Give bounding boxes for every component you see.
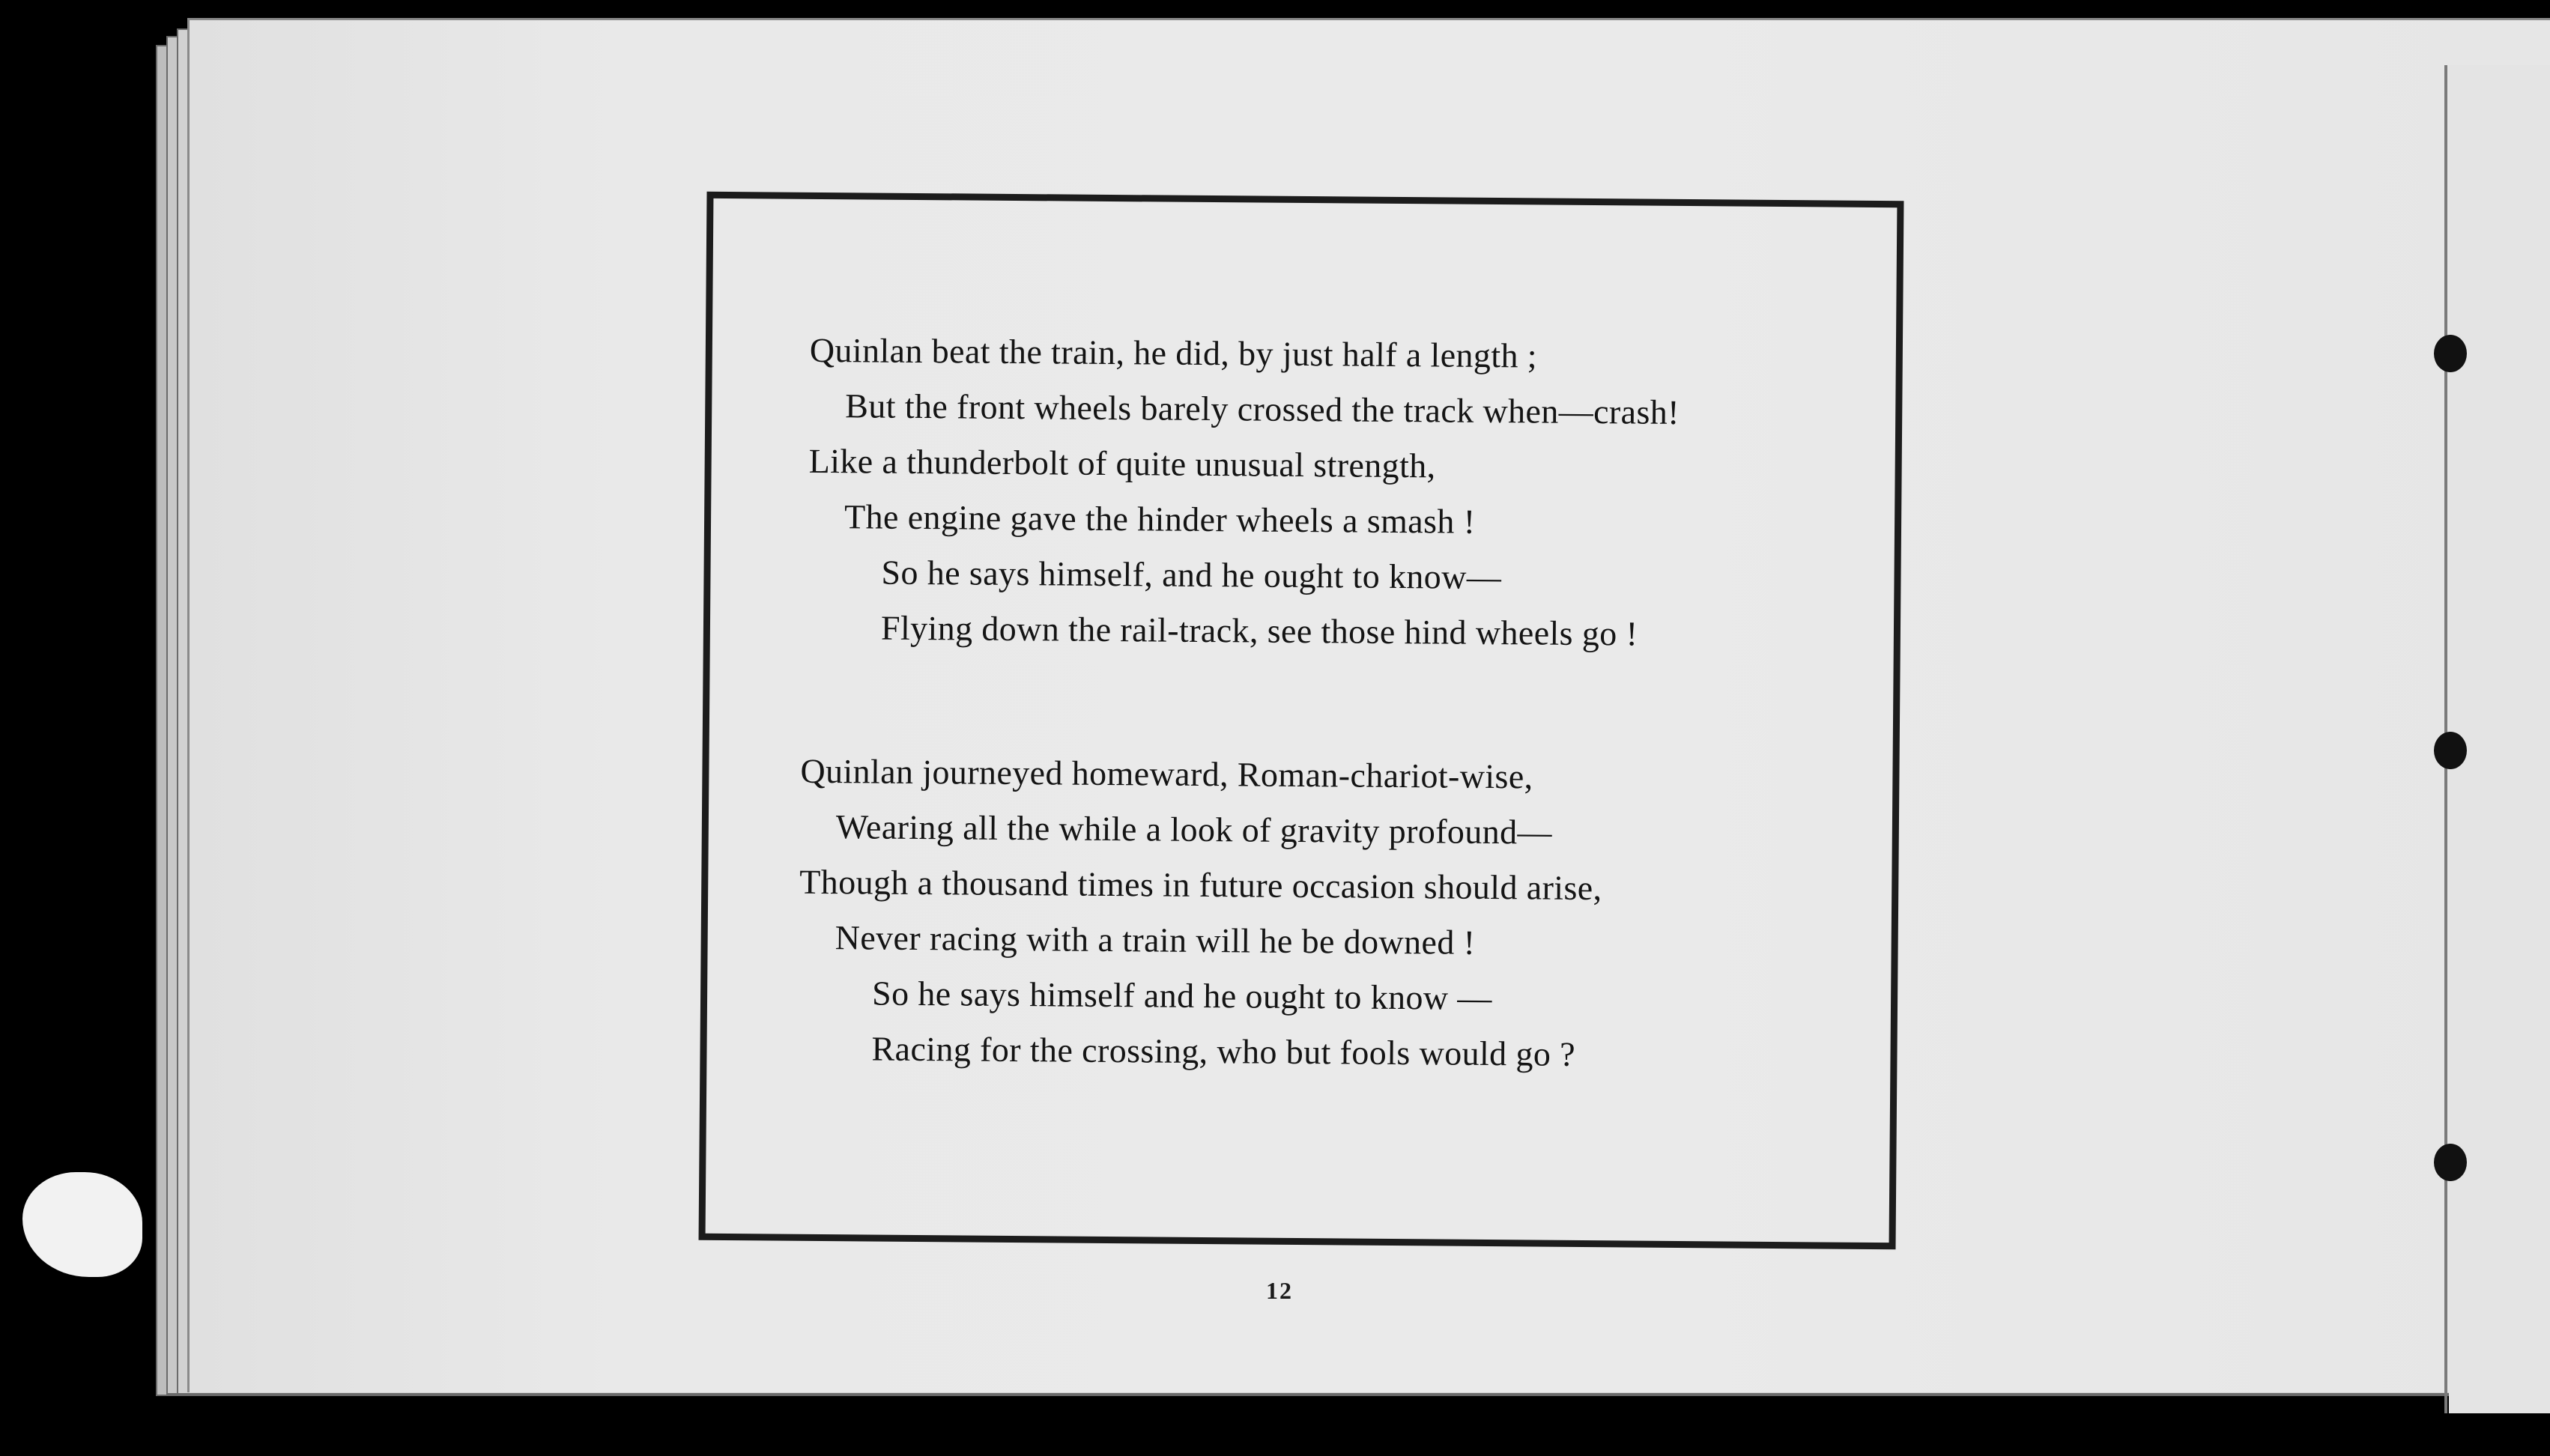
poem-line: Never racing with a train will he be downed ! — [835, 918, 1476, 962]
poem-line: Flying down the rail-track, see those hind wheels go ! — [880, 608, 1638, 653]
page-number: 12 — [1266, 1277, 1293, 1304]
stanza-2 — [798, 744, 1894, 1085]
poem-line: Racing for the crossing, who but fools would go ? — [871, 1029, 1576, 1073]
poem-line: So he says himself, and he ought to know— — [881, 553, 1502, 597]
poem-line: So he says himself and he ought to know — — [871, 974, 1493, 1018]
poem-line: Though a thousand times in future occasion should arise, — [799, 862, 1602, 908]
poem-line: But the front wheels barely crossed the track when—crash! — [845, 386, 1680, 431]
binding-hole — [2434, 1144, 2467, 1181]
paper-damage-spot — [22, 1172, 142, 1277]
poem-line: Wearing all the while a look of gravity profound— — [835, 807, 1553, 852]
poem-border-frame — [699, 192, 1904, 1250]
poem-line: Quinlan beat the train, he did, by just half a length ; — [809, 330, 1538, 375]
binding-hole — [2434, 335, 2467, 372]
binding-hole — [2434, 732, 2467, 769]
poem-line: Quinlan journeyed homeward, Roman-chariot-wise, — [800, 751, 1533, 796]
poem-line: Like a thunderbolt of quite unusual strength, — [808, 441, 1436, 485]
poem — [706, 198, 1898, 1243]
adjacent-leaf — [2449, 65, 2550, 1413]
stanza-1 — [808, 323, 1904, 664]
poem-line: The engine gave the hinder wheels a smash ! — [844, 497, 1476, 541]
